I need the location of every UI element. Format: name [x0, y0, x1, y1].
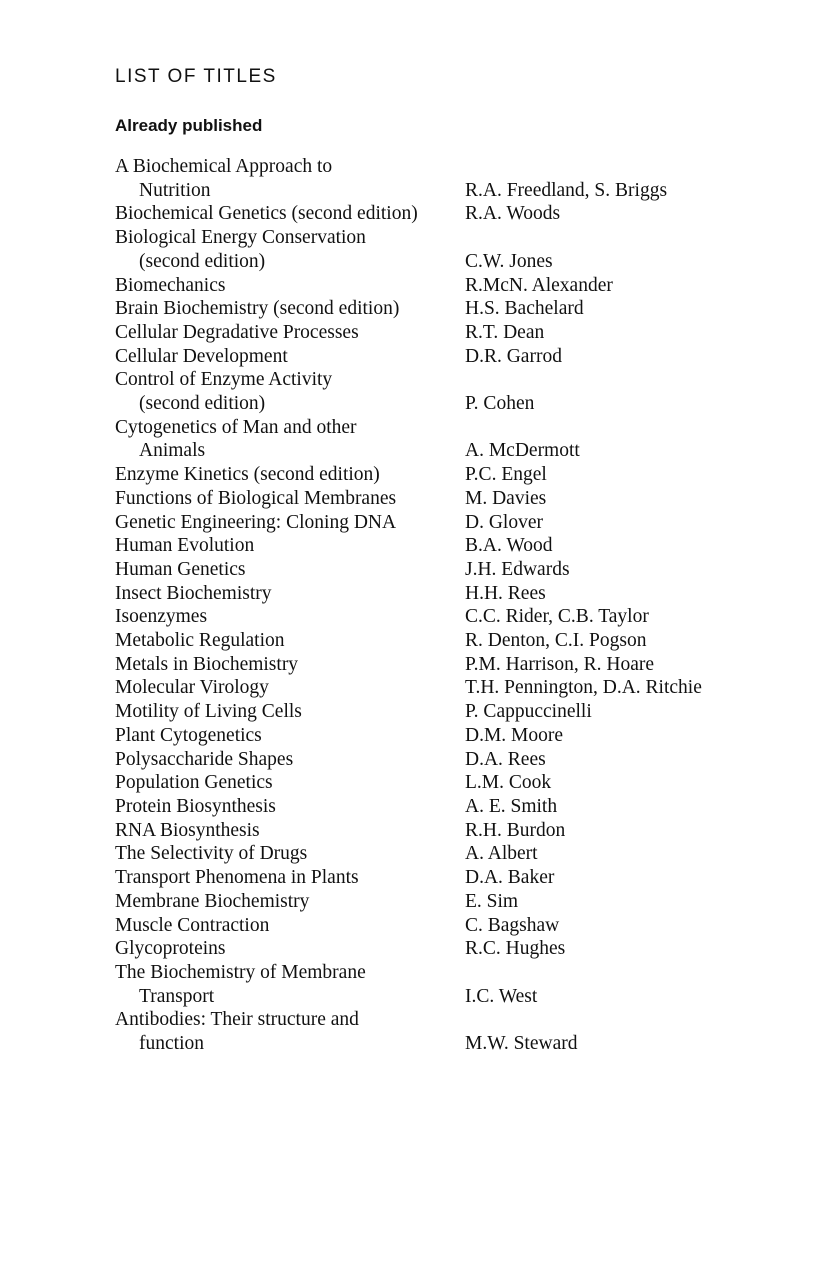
book-title: [115, 890, 465, 914]
book-title-line: Genetic Engineering: Cloning DNA: [115, 511, 397, 533]
title-entry: [115, 795, 735, 819]
title-entry: [115, 748, 735, 772]
book-title: [115, 795, 465, 819]
book-author: L.M. Cook: [465, 772, 552, 794]
book-author: M. Davies: [465, 487, 547, 509]
book-title: [115, 1008, 465, 1055]
title-entry: [115, 629, 735, 653]
title-entry: [115, 155, 735, 202]
title-entry: [115, 961, 735, 1008]
book-author: R. Denton, C.I. Pogson: [465, 630, 647, 652]
title-entry: [115, 416, 735, 463]
title-entry: [115, 676, 735, 700]
book-title: [115, 629, 465, 653]
book-title: [115, 582, 465, 606]
book-title: [115, 416, 465, 463]
book-title-line: Biochemical Genetics (second edition): [115, 203, 418, 225]
book-author: P.M. Harrison, R. Hoare: [465, 653, 655, 675]
book-title-line: Molecular Virology: [115, 677, 269, 699]
book-title-continuation: function: [139, 1033, 204, 1055]
book-author: P.C. Engel: [465, 464, 547, 486]
book-title-line: Population Genetics: [115, 772, 273, 794]
book-title: [115, 653, 465, 677]
book-title-line: Metabolic Regulation: [115, 630, 285, 652]
book-title-line: Muscle Contraction: [115, 914, 270, 936]
title-entry: [115, 1008, 735, 1055]
book-title-line: Biological Energy Conservation: [115, 227, 366, 249]
book-title-line: Control of Enzyme Activity: [115, 369, 333, 391]
book-title: [115, 321, 465, 345]
book-author: D.R. Garrod: [465, 345, 562, 367]
book-title-line: Membrane Biochemistry: [115, 890, 310, 912]
book-title: [115, 463, 465, 487]
book-title-line: Biomechanics: [115, 274, 226, 296]
book-title-continuation: Nutrition: [139, 179, 211, 201]
book-author: D.M. Moore: [465, 724, 564, 746]
title-entry: [115, 890, 735, 914]
book-author: E. Sim: [465, 890, 519, 912]
title-entry: [115, 700, 735, 724]
title-entry: [115, 605, 735, 629]
book-title-line: Transport Phenomena in Plants: [115, 867, 359, 889]
book-title-line: Cytogenetics of Man and other: [115, 416, 357, 438]
book-author: D.A. Rees: [465, 748, 546, 770]
title-entry: [115, 866, 735, 890]
title-entry: [115, 487, 735, 511]
book-title: [115, 368, 465, 415]
book-title-line: Functions of Biological Membranes: [115, 487, 397, 509]
title-entry: [115, 202, 735, 226]
title-entry: [115, 842, 735, 866]
book-title-line: Protein Biosynthesis: [115, 795, 276, 817]
book-title-line: Human Genetics: [115, 558, 246, 580]
book-title: [115, 676, 465, 700]
title-entry: [115, 914, 735, 938]
title-entry: [115, 511, 735, 535]
book-author: J.H. Edwards: [465, 558, 570, 580]
book-title-continuation: (second edition): [139, 393, 266, 415]
book-author: P. Cohen: [465, 393, 535, 415]
book-author: R.McN. Alexander: [465, 274, 613, 296]
book-title-continuation: Transport: [139, 985, 215, 1007]
title-entry: [115, 724, 735, 748]
book-title: [115, 819, 465, 843]
title-entry: [115, 819, 735, 843]
book-author: M.W. Steward: [465, 1033, 578, 1055]
book-author: R.A. Freedland, S. Briggs: [465, 179, 668, 201]
book-author: C.W. Jones: [465, 250, 553, 272]
book-title: [115, 226, 465, 273]
book-title-line: The Selectivity of Drugs: [115, 843, 308, 865]
title-entry: [115, 297, 735, 321]
book-title: [115, 558, 465, 582]
title-entry: [115, 558, 735, 582]
book-author: H.H. Rees: [465, 582, 546, 604]
book-title-line: Motility of Living Cells: [115, 701, 302, 723]
book-title: [115, 274, 465, 298]
book-author: R.H. Burdon: [465, 819, 566, 841]
book-title-line: Polysaccharide Shapes: [115, 748, 294, 770]
title-entry: [115, 937, 735, 961]
book-title-line: Enzyme Kinetics (second edition): [115, 464, 380, 486]
title-entry: [115, 226, 735, 273]
title-entry: [115, 463, 735, 487]
book-title: [115, 345, 465, 369]
book-title-line: Plant Cytogenetics: [115, 724, 262, 746]
book-title-line: Insect Biochemistry: [115, 582, 272, 604]
book-title: [115, 914, 465, 938]
book-title-line: Brain Biochemistry (second edition): [115, 298, 400, 320]
book-title-line: The Biochemistry of Membrane: [115, 961, 366, 983]
list-heading: LIST OF TITLES: [115, 66, 277, 87]
book-title-line: RNA Biosynthesis: [115, 819, 260, 841]
book-title: [115, 534, 465, 558]
book-author: R.A. Woods: [465, 203, 561, 225]
title-entry: [115, 653, 735, 677]
book-author: A. Albert: [465, 843, 538, 865]
book-title-line: Isoenzymes: [115, 606, 208, 628]
book-author: A. McDermott: [465, 440, 580, 462]
book-title: [115, 202, 465, 226]
title-entry: [115, 321, 735, 345]
book-author: R.T. Dean: [465, 321, 545, 343]
book-title-line: Antibodies: Their structure and: [115, 1009, 359, 1031]
book-title: [115, 937, 465, 961]
book-title: [115, 724, 465, 748]
title-entry: [115, 345, 735, 369]
book-title: [115, 155, 465, 202]
title-entry: [115, 534, 735, 558]
title-entry: [115, 274, 735, 298]
book-title: [115, 487, 465, 511]
book-author: I.C. West: [465, 985, 538, 1007]
book-author: D. Glover: [465, 511, 543, 533]
book-author: H.S. Bachelard: [465, 298, 584, 320]
book-title: [115, 961, 465, 1008]
book-author: D.A. Baker: [465, 867, 555, 889]
book-author: C. Bagshaw: [465, 914, 560, 936]
book-author: R.C. Hughes: [465, 938, 566, 960]
book-title: [115, 771, 465, 795]
book-title: [115, 748, 465, 772]
book-author: T.H. Pennington, D.A. Ritchie: [465, 677, 702, 699]
book-author: C.C. Rider, C.B. Taylor: [465, 606, 649, 628]
book-title-line: Cellular Development: [115, 345, 288, 367]
book-title: [115, 866, 465, 890]
title-entry: [115, 582, 735, 606]
book-title-continuation: (second edition): [139, 250, 266, 272]
title-entry: [115, 771, 735, 795]
book-title: [115, 297, 465, 321]
book-title-line: Human Evolution: [115, 535, 255, 557]
book-title: [115, 842, 465, 866]
titles-list: [115, 155, 735, 1056]
book-author: A. E. Smith: [465, 795, 558, 817]
section-heading: Already published: [115, 116, 263, 135]
title-entry: [115, 368, 735, 415]
book-author: P. Cappuccinelli: [465, 701, 592, 723]
book-title: [115, 700, 465, 724]
book-author: B.A. Wood: [465, 535, 553, 557]
book-title-line: Glycoproteins: [115, 938, 226, 960]
book-title: [115, 511, 465, 535]
book-title: [115, 605, 465, 629]
book-title-line: A Biochemical Approach to: [115, 156, 333, 177]
book-title-continuation: Animals: [139, 440, 206, 462]
book-title-line: Metals in Biochemistry: [115, 653, 299, 675]
book-title-line: Cellular Degradative Processes: [115, 321, 359, 343]
